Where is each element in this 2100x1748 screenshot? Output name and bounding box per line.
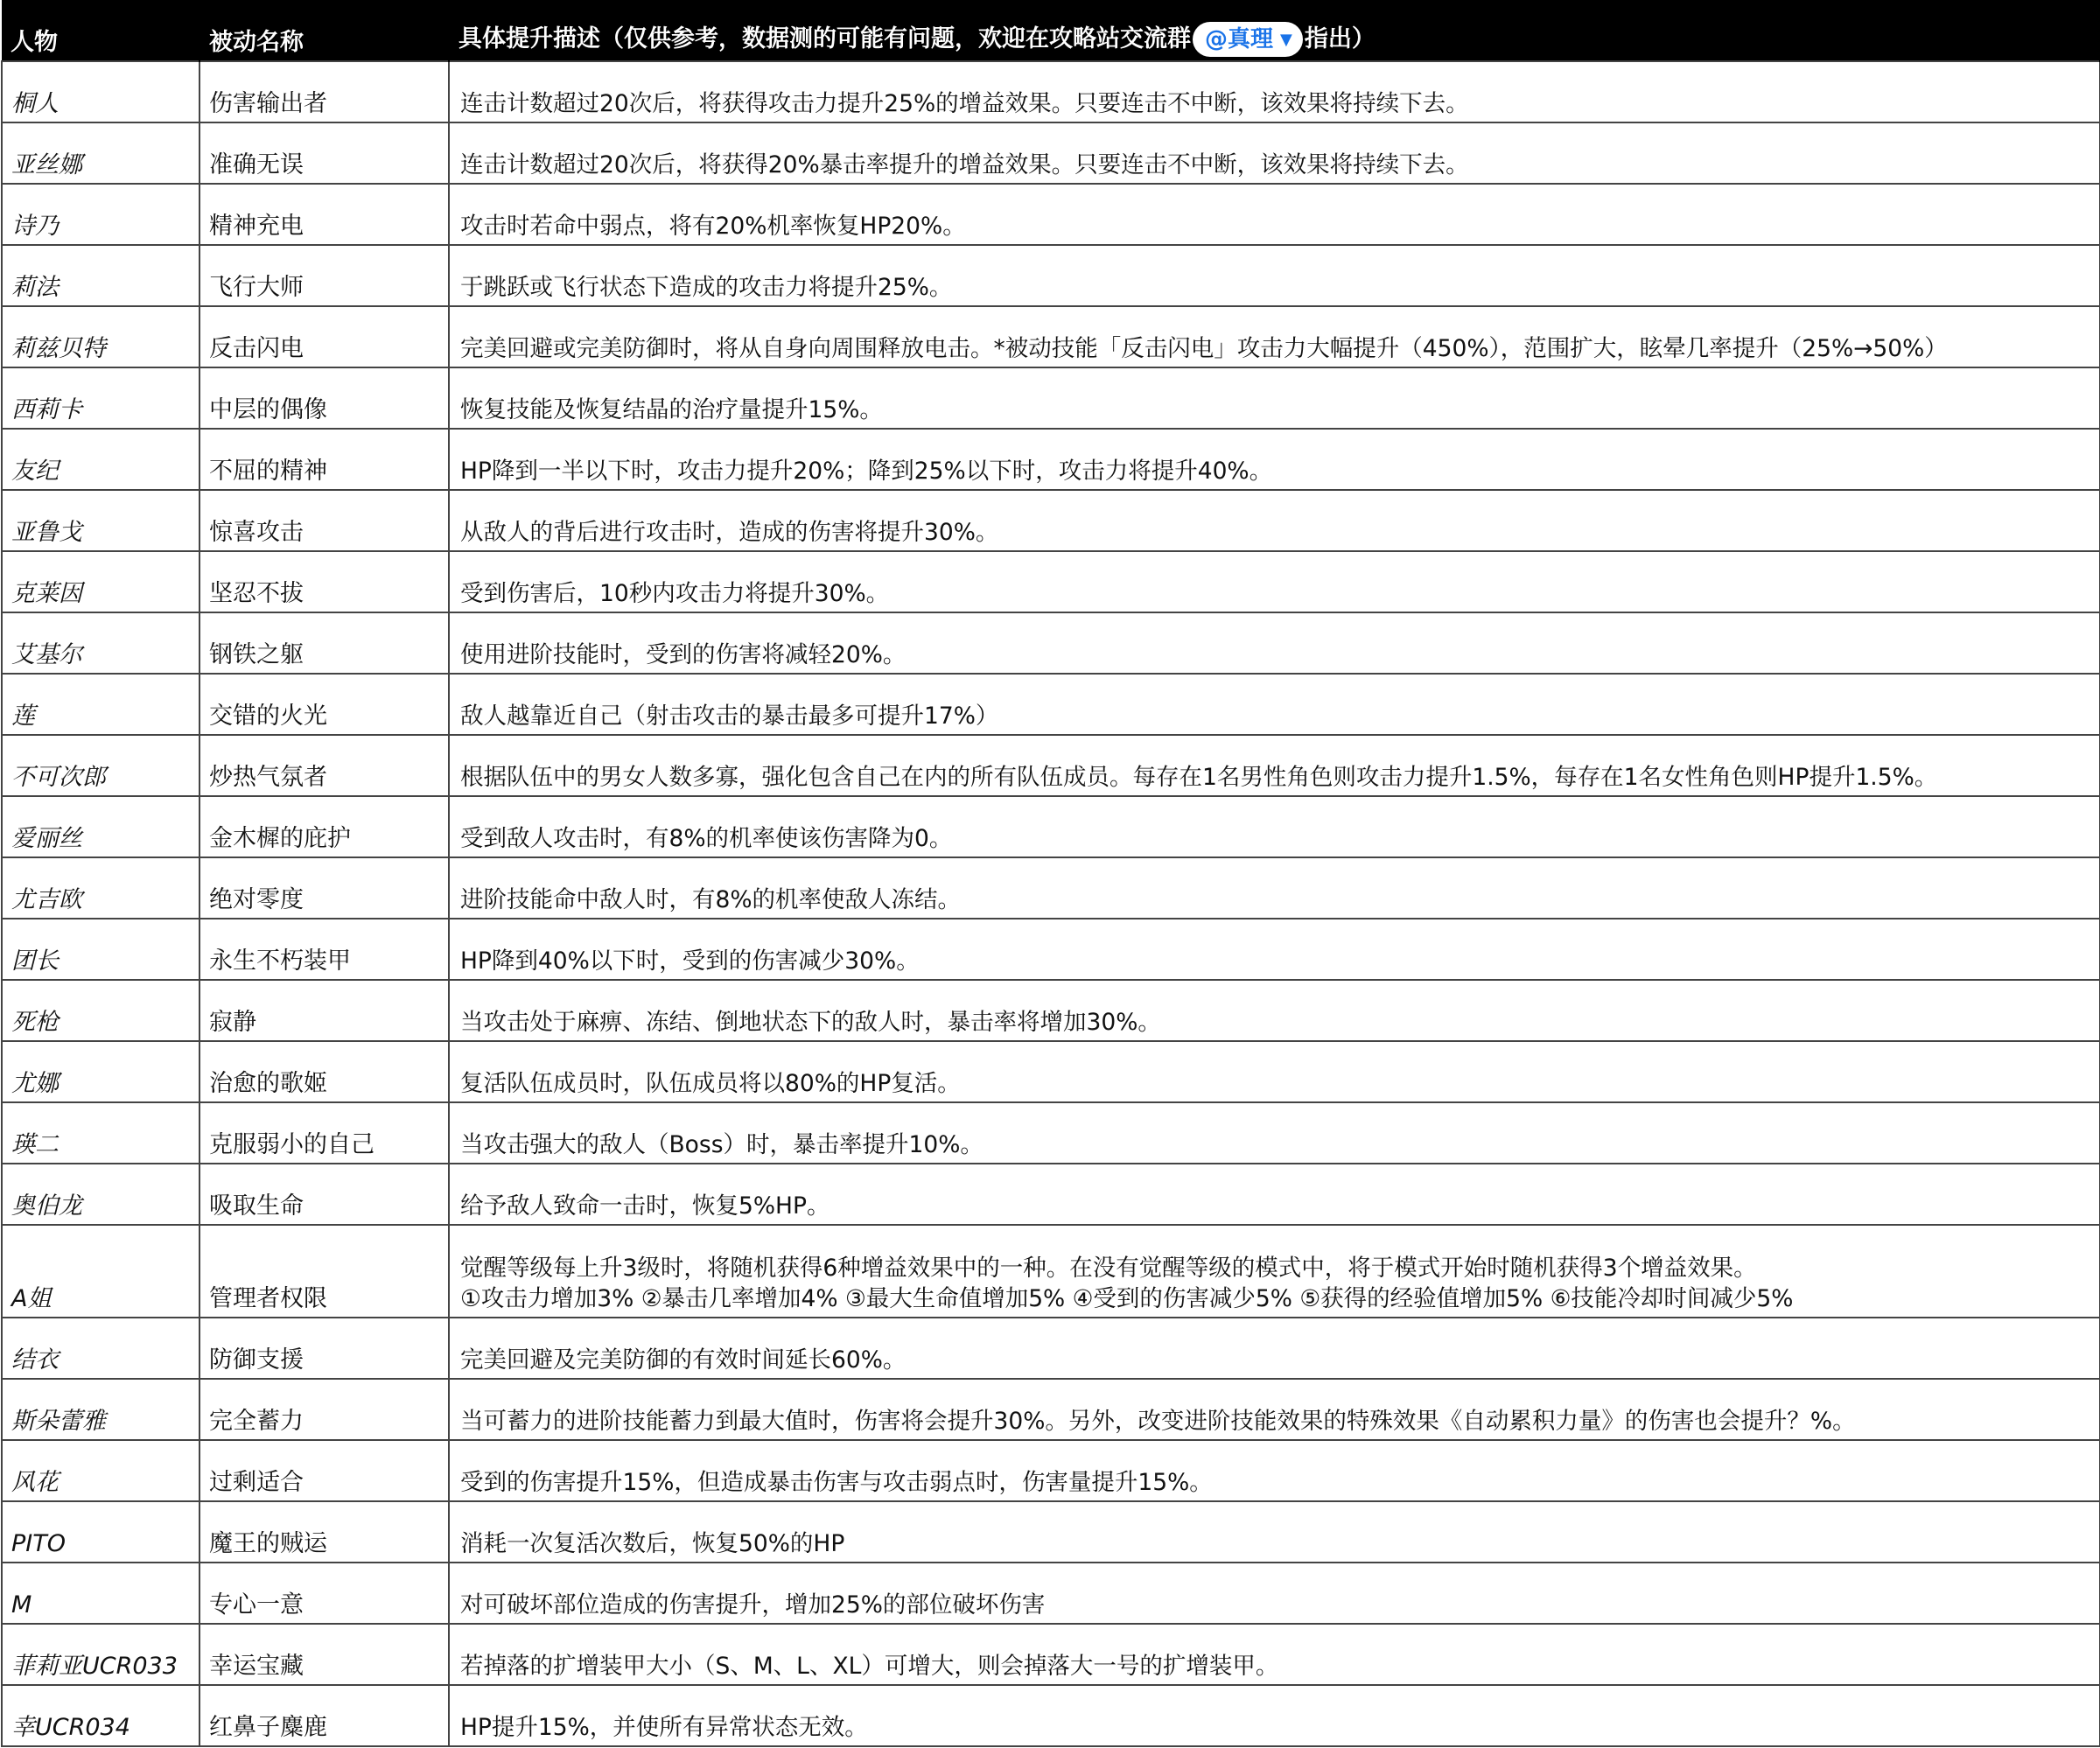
table-row	[2, 1318, 2100, 1379]
table-row	[2, 796, 2100, 857]
table-row	[2, 919, 2100, 980]
table-row	[2, 1225, 2100, 1318]
cell-passive-name[interactable]: 不屈的精神	[200, 429, 449, 490]
header-description-prefix: 具体提升描述（仅供参考，数据测的可能有问题，欢迎在攻略站交流群	[458, 24, 1191, 52]
cell-passive-name[interactable]: 红鼻子麋鹿	[200, 1685, 449, 1746]
cell-description[interactable]	[449, 1318, 2100, 1379]
cell-description[interactable]	[449, 1440, 2100, 1501]
cell-description[interactable]	[449, 796, 2100, 857]
cell-description[interactable]	[449, 61, 2100, 122]
cell-person[interactable]: 死枪	[2, 980, 200, 1041]
cell-person[interactable]: 亚丝娜	[2, 122, 200, 184]
mention-label: @真理	[1205, 26, 1274, 52]
cell-person[interactable]: 艾基尔	[2, 612, 200, 674]
description-line: 当攻击处于麻痹、冻结、倒地状态下的敌人时，暴击率将增加30%。	[460, 1008, 1161, 1036]
description-line: 受到的伤害提升15%，但造成暴击伤害与攻击弱点时，伤害量提升15%。	[460, 1468, 1213, 1496]
cell-passive-name[interactable]: 幸运宝藏	[200, 1624, 449, 1685]
cell-person[interactable]: 斯朵蕾雅	[2, 1379, 200, 1440]
table-row	[2, 367, 2100, 429]
cell-passive-name[interactable]: 魔王的贼运	[200, 1501, 449, 1563]
cell-description[interactable]	[449, 1225, 2100, 1318]
description-line: 给予敌人致命一击时，恢复5%HP。	[460, 1192, 830, 1220]
cell-passive-name[interactable]: 中层的偶像	[200, 367, 449, 429]
cell-description[interactable]	[449, 1563, 2100, 1624]
description-line: HP提升15%，并使所有异常状态无效。	[460, 1713, 868, 1741]
cell-description[interactable]	[449, 1102, 2100, 1164]
header-person: 人物	[2, 0, 200, 61]
cell-passive-name[interactable]: 防御支援	[200, 1318, 449, 1379]
mention-chip[interactable]	[1193, 22, 1303, 57]
table-row	[2, 184, 2100, 245]
cell-person[interactable]: 菲莉亚UCR033	[2, 1624, 200, 1685]
cell-description[interactable]	[449, 122, 2100, 184]
table-row	[2, 612, 2100, 674]
chevron-down-icon: ▼	[1280, 30, 1292, 49]
cell-passive-name[interactable]: 惊喜攻击	[200, 490, 449, 551]
table-row	[2, 1041, 2100, 1102]
description-line: 完美回避及完美防御的有效时间延长60%。	[460, 1346, 906, 1374]
cell-person[interactable]: M	[2, 1563, 200, 1624]
table-row	[2, 429, 2100, 490]
table-row	[2, 1685, 2100, 1746]
cell-passive-name[interactable]: 坚忍不拔	[200, 551, 449, 612]
cell-passive-name[interactable]: 交错的火光	[200, 674, 449, 735]
cell-passive-name[interactable]: 反击闪电	[200, 306, 449, 367]
cell-description[interactable]	[449, 919, 2100, 980]
cell-passive-name[interactable]: 克服弱小的自己	[200, 1102, 449, 1164]
cell-person[interactable]: 莲	[2, 674, 200, 735]
cell-passive-name[interactable]: 专心一意	[200, 1563, 449, 1624]
description-line: 连击计数超过20次后，将获得攻击力提升25%的增益效果。只要连击不中断，该效果将持续下去。	[460, 89, 1469, 117]
cell-person[interactable]: 尤娜	[2, 1041, 200, 1102]
table-row	[2, 1102, 2100, 1164]
cell-person[interactable]: 克莱因	[2, 551, 200, 612]
cell-description[interactable]	[449, 551, 2100, 612]
description-line: 连击计数超过20次后，将获得20%暴击率提升的增益效果。只要连击不中断，该效果将持续下去。	[460, 150, 1469, 178]
cell-person[interactable]: 莉兹贝特	[2, 306, 200, 367]
table-row	[2, 61, 2100, 122]
description-line: 消耗一次复活次数后，恢复50%的HP	[460, 1529, 845, 1557]
description-line: 根据队伍中的男女人数多寡，强化包含自己在内的所有队伍成员。每存在1名男性角色则攻击力提升1.5%，每存在1名女性角色则HP提升1.5%。	[460, 763, 1938, 791]
cell-description[interactable]	[449, 980, 2100, 1041]
cell-passive-name[interactable]: 绝对零度	[200, 857, 449, 919]
description-line: 攻击时若命中弱点，将有20%机率恢复HP20%。	[460, 212, 966, 240]
description-line: 若掉落的扩增装甲大小（S、M、L、XL）可增大，则会掉落大一号的扩增装甲。	[460, 1652, 1279, 1680]
cell-passive-name[interactable]: 伤害输出者	[200, 61, 449, 122]
cell-description[interactable]	[449, 612, 2100, 674]
description-line: 恢复技能及恢复结晶的治疗量提升15%。	[460, 395, 883, 423]
cell-passive-name[interactable]: 钢铁之躯	[200, 612, 449, 674]
header-description-suffix: 指出）	[1304, 24, 1376, 52]
cell-person[interactable]: 尤吉欧	[2, 857, 200, 919]
cell-passive-name[interactable]: 管理者权限	[200, 1225, 449, 1318]
table-row	[2, 245, 2100, 306]
cell-description[interactable]	[449, 245, 2100, 306]
cell-description[interactable]	[449, 735, 2100, 796]
cell-person[interactable]: 奥伯龙	[2, 1164, 200, 1225]
cell-person[interactable]: 幸UCR034	[2, 1685, 200, 1746]
table-row	[2, 980, 2100, 1041]
cell-person[interactable]: PITO	[2, 1501, 200, 1563]
cell-description[interactable]	[449, 1624, 2100, 1685]
table-row	[2, 1440, 2100, 1501]
description-line: 使用进阶技能时，受到的伤害将减轻20%。	[460, 640, 906, 668]
cell-description[interactable]	[449, 857, 2100, 919]
description-line: HP降到一半以下时，攻击力提升20%；降到25%以下时，攻击力将提升40%。	[460, 457, 1273, 485]
table-row	[2, 1379, 2100, 1440]
description-line: 敌人越靠近自己（射击攻击的暴击最多可提升17%）	[460, 702, 999, 730]
cell-description[interactable]	[449, 306, 2100, 367]
cell-person[interactable]: 友纪	[2, 429, 200, 490]
table-row	[2, 1501, 2100, 1563]
table-header	[2, 0, 2100, 61]
description-line: HP降到40%以下时，受到的伤害减少30%。	[460, 947, 920, 975]
header-passive-name: 被动名称	[200, 0, 449, 61]
cell-person[interactable]: 诗乃	[2, 184, 200, 245]
description-line: 复活队伍成员时，队伍成员将以80%的HP复活。	[460, 1069, 961, 1097]
cell-person[interactable]: 瑛二	[2, 1102, 200, 1164]
cell-passive-name[interactable]: 寂静	[200, 980, 449, 1041]
table-row	[2, 1164, 2100, 1225]
header-row	[2, 0, 2100, 61]
table-row	[2, 1563, 2100, 1624]
cell-description[interactable]	[449, 1379, 2100, 1440]
cell-description[interactable]	[449, 1041, 2100, 1102]
cell-description[interactable]	[449, 429, 2100, 490]
cell-passive-name[interactable]: 精神充电	[200, 184, 449, 245]
cell-person[interactable]: 西莉卡	[2, 367, 200, 429]
table-row	[2, 490, 2100, 551]
description-line: 受到伤害后，10秒内攻击力将提升30%。	[460, 579, 890, 607]
cell-description[interactable]	[449, 1685, 2100, 1746]
cell-description[interactable]	[449, 184, 2100, 245]
cell-passive-name[interactable]: 炒热气氛者	[200, 735, 449, 796]
cell-passive-name[interactable]: 过剩适合	[200, 1440, 449, 1501]
table-row	[2, 735, 2100, 796]
cell-passive-name[interactable]: 治愈的歌姬	[200, 1041, 449, 1102]
table-row	[2, 1624, 2100, 1685]
cell-passive-name[interactable]: 永生不朽装甲	[200, 919, 449, 980]
cell-description[interactable]	[449, 1164, 2100, 1225]
description-line: 受到敌人攻击时，有8%的机率使该伤害降为0。	[460, 824, 953, 852]
description-line: 当可蓄力的进阶技能蓄力到最大值时，伤害将会提升30%。另外，改变进阶技能效果的特殊效果《自动累积力量》的伤害也会提升？%。	[460, 1407, 1856, 1435]
table-row	[2, 674, 2100, 735]
cell-passive-name[interactable]: 吸取生命	[200, 1164, 449, 1225]
cell-person[interactable]: 亚鲁戈	[2, 490, 200, 551]
cell-person[interactable]: 爱丽丝	[2, 796, 200, 857]
cell-passive-name[interactable]: 准确无误	[200, 122, 449, 184]
header-description	[449, 0, 2100, 61]
description-line: 进阶技能命中敌人时，有8%的机率使敌人冻结。	[460, 885, 962, 913]
description-line: 从敌人的背后进行攻击时，造成的伤害将提升30%。	[460, 518, 999, 546]
cell-description[interactable]	[449, 490, 2100, 551]
cell-description[interactable]	[449, 674, 2100, 735]
description-line: 于跳跃或飞行状态下造成的攻击力将提升25%。	[460, 273, 953, 301]
table-row	[2, 551, 2100, 612]
cell-description[interactable]	[449, 367, 2100, 429]
cell-passive-name[interactable]: 金木樨的庇护	[200, 796, 449, 857]
cell-passive-name[interactable]: 完全蓄力	[200, 1379, 449, 1440]
cell-person[interactable]: 不可次郎	[2, 735, 200, 796]
cell-person[interactable]: 风花	[2, 1440, 200, 1501]
cell-person[interactable]: 莉法	[2, 245, 200, 306]
table-row	[2, 122, 2100, 184]
description-line: ①攻击力增加3% ②暴击几率增加4% ③最大生命值增加5% ④受到的伤害减少5% ⑤获得的经验值增加5% ⑥技能冷却时间减少5%	[460, 1284, 1794, 1312]
description-line: 当攻击强大的敌人（Boss）时，暴击率提升10%。	[460, 1130, 984, 1158]
cell-person[interactable]: A姐	[2, 1225, 200, 1318]
table-row	[2, 306, 2100, 367]
cell-person[interactable]: 结衣	[2, 1318, 200, 1379]
passive-skill-table	[1, 0, 2100, 1747]
description-line: 完美回避或完美防御时，将从自身向周围释放电击。*被动技能「反击闪电」攻击力大幅提升（450%），范围扩大，眩晕几率提升（25%→50%）	[460, 334, 1948, 362]
cell-person[interactable]: 团长	[2, 919, 200, 980]
cell-passive-name[interactable]: 飞行大师	[200, 245, 449, 306]
description-line: 觉醒等级每上升3级时，将随机获得6种增益效果中的一种。在没有觉醒等级的模式中，将于模式开始时随机获得3个增益效果。	[460, 1255, 1757, 1283]
cell-person[interactable]: 桐人	[2, 61, 200, 122]
description-line: 对可破坏部位造成的伤害提升，增加25%的部位破坏伤害	[460, 1591, 1046, 1619]
cell-description[interactable]	[449, 1501, 2100, 1563]
table-row	[2, 857, 2100, 919]
table-body	[2, 61, 2100, 1746]
